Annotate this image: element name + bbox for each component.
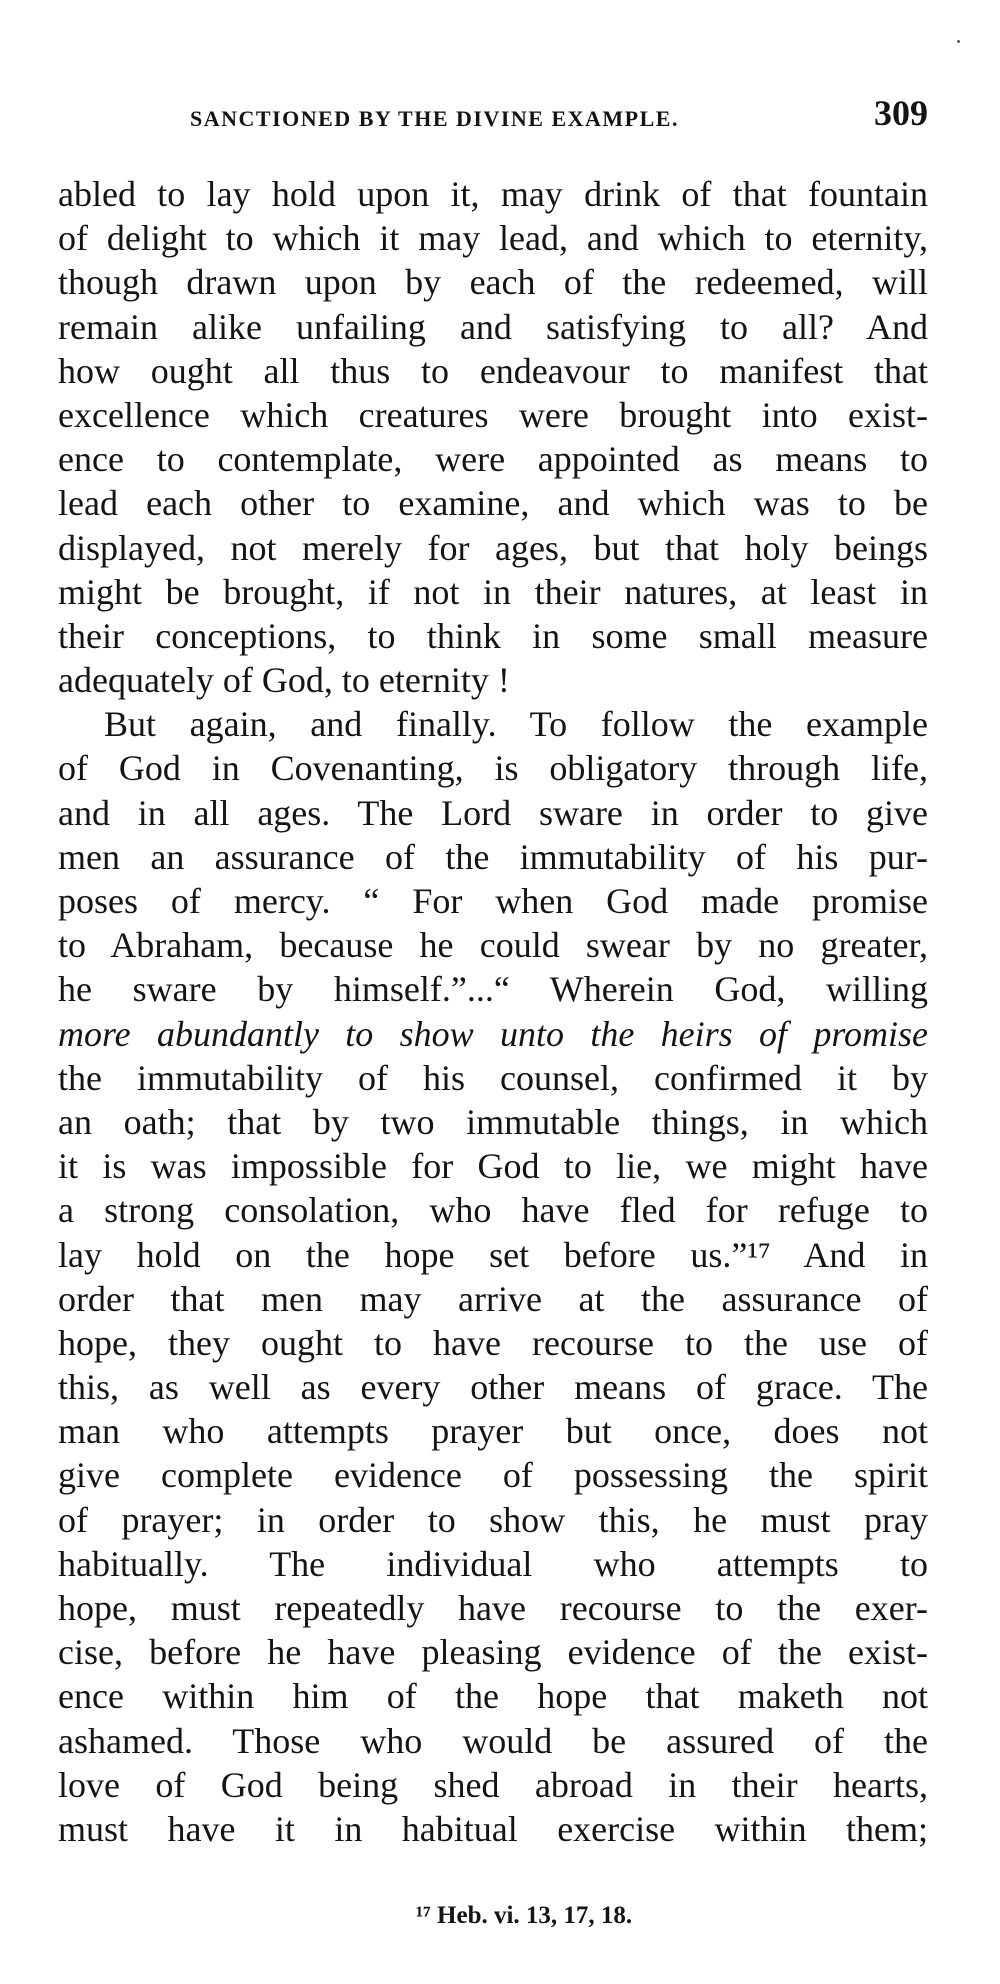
text-line: men an assurance of the immutability of his pur-	[58, 836, 928, 877]
text-line: it is was impossible for God to lie, we might have	[58, 1146, 928, 1187]
text-line: this, as well as every other means of grace. The	[58, 1367, 928, 1408]
text-line: their conceptions, to think in some small measure	[58, 615, 928, 656]
text-line: excellence which creatures were brought into exist-	[58, 394, 928, 435]
text-line: the immutability of his counsel, confirmed it by	[58, 1057, 928, 1098]
text-line: lead each other to examine, and which was to be	[58, 483, 928, 524]
page-number: 309	[874, 93, 928, 133]
text-line: love of God being shed abroad in their hearts,	[58, 1764, 928, 1805]
text-line: habitually. The individual who attempts to	[58, 1543, 928, 1584]
text-line: hope, they ought to have recourse to the use of	[58, 1322, 928, 1363]
text-line: give complete evidence of possessing the spirit	[58, 1455, 928, 1496]
text-line: man who attempts prayer but once, does not	[58, 1411, 928, 1452]
text-line: to Abraham, because he could swear by no greater,	[58, 925, 928, 966]
text-line: ence within him of the hope that maketh not	[58, 1676, 928, 1717]
text-line: adequately of God, to eternity !	[58, 660, 510, 701]
text-line: and in all ages. The Lord sware in order to give	[58, 792, 928, 833]
body-text	[58, 172, 928, 1851]
paragraph-start-line: But again, and finally. To follow the example	[104, 704, 928, 745]
text-line: more abundantly to show unto the heirs of promise	[58, 1013, 928, 1054]
text-line: ence to contemplate, were appointed as means to	[58, 439, 928, 480]
text-line: abled to lay hold upon it, may drink of that fountain	[58, 174, 928, 214]
text-line: remain alike unfailing and satisfying to all? And	[58, 306, 928, 347]
text-line: he sware by himself.”...“ Wherein God, willing	[58, 969, 928, 1010]
text-line: displayed, not merely for ages, but that holy beings	[58, 527, 928, 568]
page-header	[58, 90, 928, 140]
text-line: order that men may arrive at the assurance of	[58, 1278, 928, 1319]
text-line: poses of mercy. “ For when God made promise	[58, 881, 928, 921]
text-line: of delight to which it may lead, and which to eternity,	[58, 218, 928, 259]
text-line: though drawn upon by each of the redeemed, will	[58, 262, 928, 303]
text-line: cise, before he have pleasing evidence of the exist-	[58, 1632, 928, 1673]
footnote: ¹⁷ Heb. vi. 13, 17, 18.	[415, 1902, 633, 1929]
text-line: ashamed. Those who would be assured of the	[58, 1720, 928, 1761]
text-line: a strong consolation, who have fled for refuge to	[58, 1190, 928, 1231]
text-line: of prayer; in order to show this, he must pray	[58, 1499, 928, 1540]
text-line: might be brought, if not in their natures, at least in	[58, 571, 928, 612]
text-line: of God in Covenanting, is obligatory through life,	[58, 748, 928, 789]
running-head: SANCTIONED BY THE DIVINE EXAMPLE.	[190, 106, 679, 131]
text-line: how ought all thus to endeavour to manifest that	[58, 350, 928, 391]
text-line: lay hold on the hope set before us.”¹⁷ And in	[58, 1234, 928, 1275]
text-line: an oath; that by two immutable things, in which	[58, 1101, 928, 1142]
text-line: must have it in habitual exercise within them;	[58, 1808, 928, 1849]
text-line: hope, must repeatedly have recourse to the exer-	[58, 1588, 928, 1628]
paper-speck	[957, 40, 960, 43]
